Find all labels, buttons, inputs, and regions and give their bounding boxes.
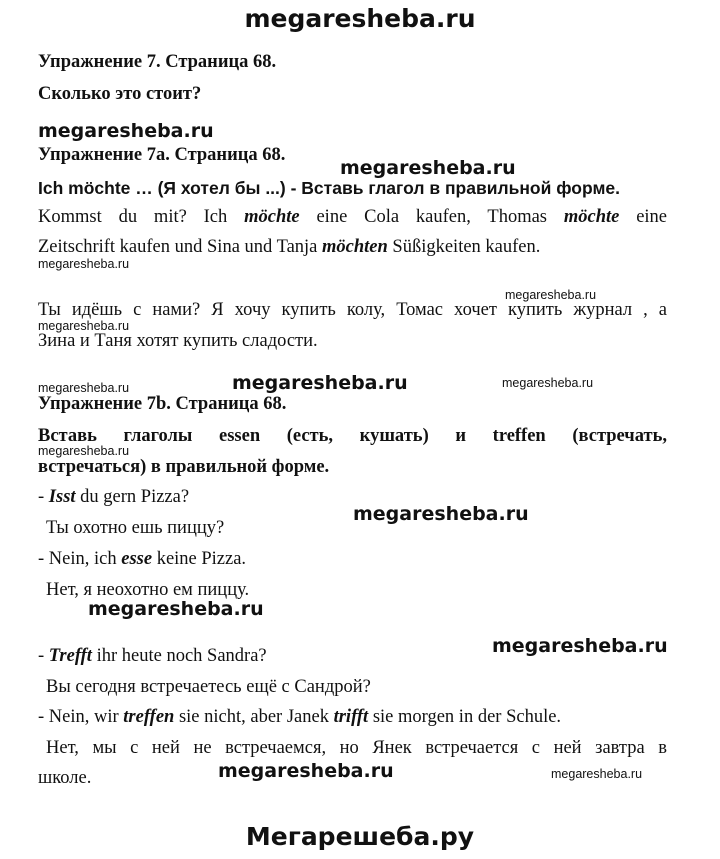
watermark-small: megaresheba.ru [505, 288, 597, 302]
text-fragment: - [38, 646, 49, 666]
answer-2 [38, 707, 561, 728]
exercise-7a-heading: Упражнение 7a. Страница 68. [38, 145, 286, 165]
answer-1 [38, 549, 246, 570]
watermark-large: megaresheba.ru [88, 598, 264, 620]
question-1-translation: Ты охотно ешь пиццу? [46, 518, 225, 538]
exercise-7b-task-line-1: Вставь глаголы essen (есть, кушать) и treffen (встречать, [38, 426, 667, 446]
answer-2-translation-line-1: Нет, мы с ней не встречаемся, но Янек встречается с ней завтра в [46, 738, 667, 758]
text-fragment: - Nein, wir [38, 707, 124, 727]
exercise-7b-task-line-2: встречаться) в правильной форме. [38, 457, 330, 477]
text-fragment: eine [619, 207, 668, 227]
site-header: megaresheba.ru [244, 4, 476, 33]
watermark-small: megaresheba.ru [38, 257, 130, 271]
watermark-large: megaresheba.ru [218, 760, 394, 782]
verb-highlight: möchte [244, 207, 300, 227]
question-2 [38, 646, 267, 667]
question-1 [38, 487, 189, 508]
watermark-small: megaresheba.ru [38, 381, 130, 395]
exercise-7a-german-line-2 [38, 237, 540, 258]
watermark-small: megaresheba.ru [38, 444, 130, 458]
text-fragment: - [38, 487, 49, 507]
verb-highlight: möchten [322, 237, 388, 257]
text-fragment: Zeitschrift kaufen und Sina und Tanja [38, 237, 323, 257]
text-fragment: du gern Pizza? [75, 487, 190, 507]
watermark-large: megaresheba.ru [353, 503, 529, 525]
answer-2-translation-line-2: школе. [38, 768, 92, 788]
watermark-small: megaresheba.ru [551, 767, 643, 781]
verb-highlight: möchte [563, 207, 620, 227]
watermark-small: megaresheba.ru [38, 319, 130, 333]
watermark-large: megaresheba.ru [232, 372, 408, 394]
exercise-7-heading: Упражнение 7. Страница 68. [38, 52, 277, 72]
text-fragment: eine Cola kaufen, Thomas [299, 207, 564, 227]
watermark-small: megaresheba.ru [502, 376, 594, 390]
verb-highlight: esse [121, 549, 153, 569]
verb-highlight: treffen [123, 707, 175, 727]
site-footer: Мегарешеба.ру [245, 822, 475, 851]
verb-highlight: Isst [48, 487, 76, 507]
text-fragment: ihr heute noch Sandra? [91, 646, 267, 666]
watermark-large: megaresheba.ru [492, 635, 668, 657]
text-fragment: keine Pizza. [152, 549, 247, 569]
exercise-7a-russian-line-1: Ты идёшь с нами? Я хочу купить колу, Томас хочет купить журнал , а [38, 300, 667, 320]
watermark-large: megaresheba.ru [340, 157, 516, 179]
exercise-7-subheading: Сколько это стоит? [38, 84, 202, 104]
text-fragment: Süßigkeiten kaufen. [387, 237, 541, 257]
verb-highlight: Trefft [48, 646, 92, 666]
verb-highlight: trifft [333, 707, 369, 727]
watermark-large: megaresheba.ru [38, 120, 214, 142]
text-fragment: Kommst du mit? Ich [38, 207, 245, 227]
exercise-7a-german-line-1 [38, 207, 667, 228]
text-fragment: - Nein, ich [38, 549, 122, 569]
exercise-7a-task: Ich möchte … (Я хотел бы ...) - Вставь глагол в правильной форме. [38, 178, 620, 198]
text-fragment: sie nicht, aber Janek [174, 707, 334, 727]
question-2-translation: Вы сегодня встречаетесь ещё с Сандрой? [46, 677, 371, 697]
answer-1-translation: Нет, я неохотно ем пиццу. [46, 580, 250, 600]
exercise-7a-russian-line-2: Зина и Таня хотят купить сладости. [38, 331, 318, 351]
text-fragment: sie morgen in der Schule. [368, 707, 562, 727]
exercise-7b-heading: Упражнение 7b. Страница 68. [38, 394, 287, 414]
